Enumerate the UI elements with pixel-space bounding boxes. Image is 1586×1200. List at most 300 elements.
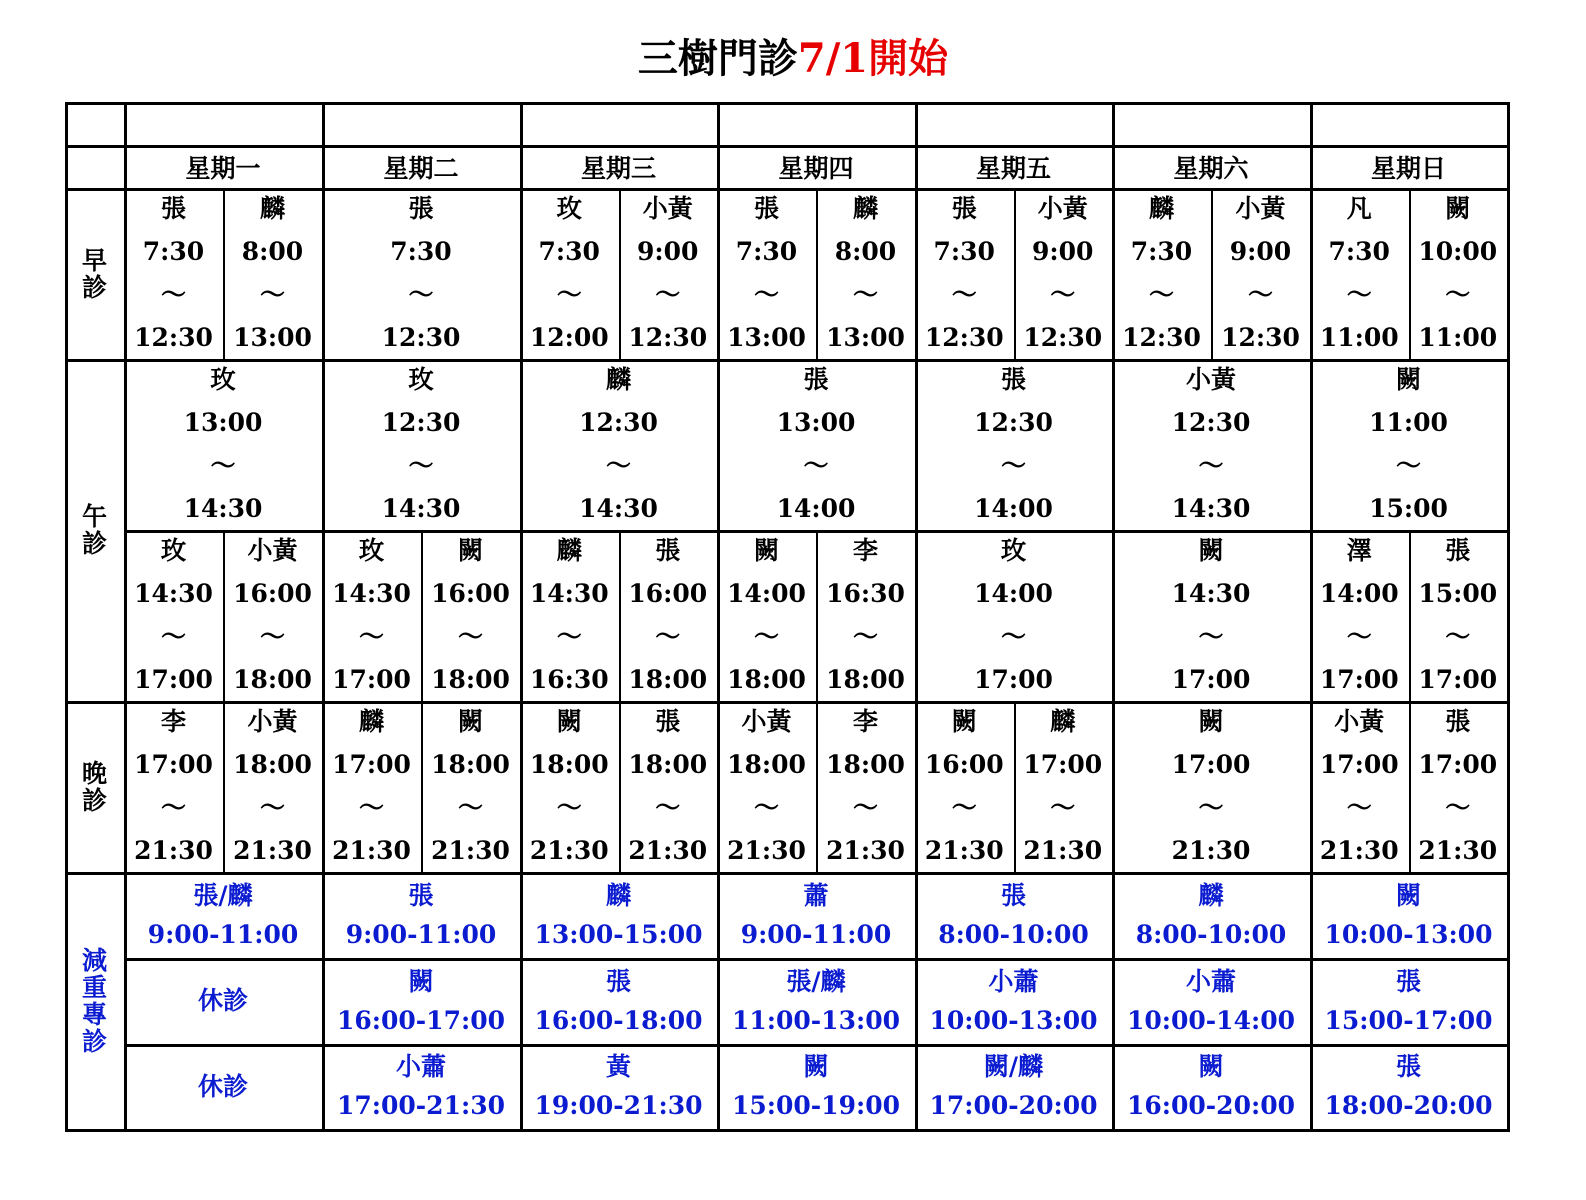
start-time: 17:00 <box>1171 750 1251 779</box>
end-time: 17:00 <box>134 665 213 694</box>
time-range: 18:00-20:00 <box>1324 1090 1493 1120</box>
weight-loss-cell <box>322 1044 520 1129</box>
schedule-cell <box>520 530 619 701</box>
end-time: 11:00 <box>1319 323 1399 352</box>
doctor-name: 張 <box>1000 880 1026 910</box>
doctor-name: 小蕭 <box>1185 966 1236 996</box>
doctor-name: 張/麟 <box>193 880 253 910</box>
session-label-char: 早 <box>81 245 107 275</box>
doctor-name: 闕 <box>1198 1052 1224 1082</box>
start-time: 17:00 <box>1023 750 1103 779</box>
end-time: 21:30 <box>332 836 411 865</box>
start-time: 15:00 <box>1418 579 1498 608</box>
schedule-cell <box>520 359 717 530</box>
start-time: 14:30 <box>529 579 609 608</box>
weight-loss-cell <box>124 1044 322 1129</box>
tilde: ～ <box>1445 793 1471 822</box>
start-time: 7:30 <box>142 237 205 266</box>
schedule-cell <box>619 701 718 872</box>
end-time: 18:00 <box>826 665 905 694</box>
end-time: 21:30 <box>1418 836 1498 865</box>
day-header: 星期一 <box>185 153 261 183</box>
schedule-cell <box>915 530 1112 701</box>
end-time: 13:00 <box>727 323 806 352</box>
doctor-name: 玫 <box>160 536 186 565</box>
schedule-cell <box>915 188 1014 359</box>
doctor-name: 澤 <box>1346 536 1372 565</box>
time-range: 10:00-13:00 <box>1324 919 1493 949</box>
schedule-cell <box>915 701 1014 872</box>
weight-loss-cell <box>1112 872 1310 958</box>
tilde: ～ <box>753 793 779 822</box>
doctor-name: 麟 <box>259 194 285 223</box>
end-time: 21:30 <box>826 836 905 865</box>
tilde: ～ <box>1445 280 1471 309</box>
doctor-name: 玫 <box>210 365 236 394</box>
tilde: ～ <box>1247 280 1273 309</box>
end-time: 12:30 <box>1221 323 1300 352</box>
tilde: ～ <box>951 280 977 309</box>
schedule-cell <box>1409 188 1508 359</box>
doctor-name: 小黃 <box>642 194 693 223</box>
schedule-cell <box>520 701 619 872</box>
tilde: ～ <box>358 793 384 822</box>
time-range: 8:00-10:00 <box>1135 919 1287 949</box>
end-time: 12:30 <box>628 323 708 352</box>
tilde: ～ <box>160 280 186 309</box>
day-header: 星期三 <box>580 153 656 183</box>
start-time: 16:30 <box>826 579 905 608</box>
day-header: 星期六 <box>1173 153 1249 183</box>
start-time: 7:30 <box>1130 237 1193 266</box>
time-range: 19:00-21:30 <box>534 1090 703 1120</box>
start-time: 14:00 <box>974 579 1053 608</box>
tilde: ～ <box>1000 622 1026 651</box>
tilde: ～ <box>259 622 285 651</box>
weight-loss-cell <box>1310 958 1507 1044</box>
doctor-name: 闕 <box>556 707 582 736</box>
day-header: 星期日 <box>1370 153 1446 183</box>
day-header: 星期五 <box>975 153 1051 183</box>
closed-label: 休診 <box>197 986 248 1015</box>
start-time: 9:00 <box>637 237 699 266</box>
doctor-name: 玫 <box>358 536 384 565</box>
end-time: 15:00 <box>1369 494 1448 523</box>
weight-loss-cell <box>915 1044 1112 1129</box>
end-time: 12:00 <box>529 323 609 352</box>
session-label-morning <box>65 188 124 359</box>
end-time: 21:30 <box>1171 836 1251 865</box>
doctor-name: 小黃 <box>1235 194 1286 223</box>
weight-loss-cell <box>322 872 520 958</box>
session-label-char: 專 <box>81 999 107 1029</box>
end-time: 16:30 <box>529 665 609 694</box>
start-time: 18:00 <box>628 750 708 779</box>
tilde: ～ <box>160 622 186 651</box>
weight-loss-cell <box>717 1044 915 1129</box>
tilde: ～ <box>1445 622 1471 651</box>
schedule-cell <box>1409 701 1508 872</box>
schedule-cell <box>1310 359 1507 530</box>
end-time: 17:00 <box>974 665 1053 694</box>
tilde: ～ <box>358 622 384 651</box>
start-time: 16:00 <box>431 579 510 608</box>
time-range: 13:00-15:00 <box>534 919 703 949</box>
title-highlight: 7/1開始 <box>797 35 949 82</box>
doctor-name: 闕 <box>1198 536 1224 565</box>
time-range: 11:00-13:00 <box>732 1005 900 1035</box>
end-time: 21:30 <box>134 836 213 865</box>
end-time: 11:00 <box>1418 323 1498 352</box>
end-time: 18:00 <box>727 665 806 694</box>
tilde: ～ <box>1346 793 1372 822</box>
schedule-cell <box>223 530 322 701</box>
doctor-name: 李 <box>852 707 878 736</box>
start-time: 14:30 <box>332 579 411 608</box>
time-range: 10:00-14:00 <box>1127 1005 1295 1035</box>
weight-loss-cell <box>1310 1044 1507 1129</box>
start-time: 7:30 <box>933 237 995 266</box>
start-time: 13:00 <box>183 408 263 437</box>
doctor-name: 張 <box>605 966 631 996</box>
closed-label: 休診 <box>197 1071 248 1101</box>
tilde: ～ <box>1148 280 1174 309</box>
end-time: 14:00 <box>974 494 1053 523</box>
tilde: ～ <box>753 280 779 309</box>
start-time: 9:00 <box>1229 237 1292 266</box>
session-label-char: 減 <box>81 945 107 975</box>
start-time: 14:00 <box>727 579 806 608</box>
schedule-cell <box>322 701 421 872</box>
tilde: ～ <box>259 280 285 309</box>
start-time: 17:00 <box>134 750 213 779</box>
schedule-cell <box>322 188 520 359</box>
start-time: 17:00 <box>332 750 411 779</box>
start-time: 11:00 <box>1369 408 1448 437</box>
session-label-char: 午 <box>81 502 107 531</box>
time-range: 9:00-11:00 <box>345 919 497 949</box>
end-time: 21:30 <box>727 836 806 865</box>
tilde: ～ <box>556 622 582 651</box>
doctor-name: 張 <box>1445 536 1471 565</box>
start-time: 12:30 <box>974 408 1053 437</box>
end-time: 12:30 <box>1023 323 1103 352</box>
doctor-name: 闕 <box>753 536 779 565</box>
end-time: 14:00 <box>776 494 856 523</box>
end-time: 17:00 <box>332 665 411 694</box>
tilde: ～ <box>1000 451 1026 480</box>
tilde: ～ <box>753 622 779 651</box>
schedule-cell <box>816 530 915 701</box>
doctor-name: 張/麟 <box>786 966 846 996</box>
schedule-cell <box>915 359 1112 530</box>
title-main: 三樹門診 <box>637 35 798 82</box>
schedule-cell <box>421 530 520 701</box>
end-time: 18:00 <box>431 665 510 694</box>
tilde: ～ <box>556 793 582 822</box>
doctor-name: 闕 <box>1395 365 1421 394</box>
doctor-name: 麟 <box>605 365 631 394</box>
tilde: ～ <box>259 793 285 822</box>
end-time: 18:00 <box>233 665 312 694</box>
weight-loss-cell <box>717 872 915 958</box>
end-time: 21:30 <box>1023 836 1103 865</box>
doctor-name: 小黃 <box>247 707 298 736</box>
time-range: 16:00-18:00 <box>534 1005 703 1035</box>
schedule-cell <box>717 701 816 872</box>
start-time: 17:00 <box>1418 750 1498 779</box>
schedule-cell <box>124 359 322 530</box>
tilde: ～ <box>852 793 878 822</box>
schedule-cell <box>520 188 619 359</box>
session-label-char: 診 <box>81 529 107 558</box>
day-header: 星期四 <box>778 153 854 183</box>
schedule-cell <box>421 701 520 872</box>
end-time: 17:00 <box>1418 665 1498 694</box>
doctor-name: 張 <box>1445 707 1471 736</box>
doctor-name: 小黃 <box>1185 365 1236 394</box>
schedule-cell <box>223 701 322 872</box>
start-time: 8:00 <box>834 237 897 266</box>
doctor-name: 玫 <box>556 194 582 223</box>
time-range: 9:00-11:00 <box>147 919 299 949</box>
doctor-name: 張 <box>160 194 186 223</box>
start-time: 12:30 <box>1171 408 1251 437</box>
weight-loss-cell <box>1112 1044 1310 1129</box>
schedule-cell <box>1014 188 1113 359</box>
doctor-name: 李 <box>160 707 186 736</box>
weight-loss-cell <box>124 958 322 1044</box>
time-range: 15:00-17:00 <box>1324 1005 1493 1035</box>
start-time: 16:00 <box>924 750 1004 779</box>
end-time: 21:30 <box>628 836 708 865</box>
tilde: ～ <box>852 622 878 651</box>
doctor-name: 闕 <box>951 707 977 736</box>
doctor-name: 張 <box>753 194 779 223</box>
start-time: 7:30 <box>1328 237 1390 266</box>
doctor-name: 張 <box>408 194 434 223</box>
doctor-name: 小黃 <box>247 536 298 565</box>
schedule-cell <box>223 188 322 359</box>
doctor-name: 闕 <box>408 966 434 996</box>
tilde: ～ <box>1050 280 1076 309</box>
session-label-char: 晚 <box>81 758 107 788</box>
doctor-name: 小蕭 <box>395 1052 446 1082</box>
time-range: 8:00-10:00 <box>938 919 1089 949</box>
doctor-name: 玫 <box>1000 536 1026 565</box>
table-border-top <box>65 102 1510 105</box>
tilde: ～ <box>1050 793 1076 822</box>
start-time: 18:00 <box>727 750 806 779</box>
doctor-name: 小黃 <box>1334 707 1385 736</box>
doctor-name: 闕 <box>1445 194 1471 223</box>
doctor-name: 麟 <box>1148 194 1174 223</box>
weight-loss-cell <box>1310 872 1507 958</box>
tilde: ～ <box>1198 793 1224 822</box>
doctor-name: 小黃 <box>741 707 792 736</box>
time-range: 9:00-11:00 <box>740 919 892 949</box>
start-time: 17:00 <box>1319 750 1399 779</box>
doctor-name: 小蕭 <box>988 966 1039 996</box>
tilde: ～ <box>556 280 582 309</box>
tilde: ～ <box>655 793 681 822</box>
weight-loss-cell <box>520 958 717 1044</box>
start-time: 12:30 <box>381 408 461 437</box>
session-label-char: 診 <box>81 785 107 815</box>
schedule-cell <box>816 701 915 872</box>
start-time: 14:30 <box>1171 579 1251 608</box>
start-time: 9:00 <box>1032 237 1094 266</box>
doctor-name: 麟 <box>605 880 631 910</box>
time-range: 15:00-19:00 <box>732 1090 900 1120</box>
doctor-name: 張 <box>655 707 681 736</box>
end-time: 13:00 <box>826 323 905 352</box>
start-time: 18:00 <box>529 750 609 779</box>
end-time: 13:00 <box>233 323 312 352</box>
end-time: 14:30 <box>1171 494 1251 523</box>
schedule-cell <box>322 359 520 530</box>
schedule-cell <box>816 188 915 359</box>
schedule-cell <box>619 530 718 701</box>
doctor-name: 麟 <box>556 536 582 565</box>
end-time: 12:30 <box>924 323 1004 352</box>
time-range: 16:00-17:00 <box>337 1005 505 1035</box>
schedule-cell <box>1310 530 1409 701</box>
doctor-name: 玫 <box>408 365 434 394</box>
page-title <box>0 34 1586 84</box>
weight-loss-cell <box>520 1044 717 1129</box>
tilde: ～ <box>951 793 977 822</box>
weight-loss-cell <box>915 872 1112 958</box>
schedule-cell <box>124 701 223 872</box>
doctor-name: 張 <box>408 880 434 910</box>
schedule-cell <box>1112 530 1310 701</box>
tilde: ～ <box>408 280 434 309</box>
doctor-name: 闕 <box>457 707 483 736</box>
end-time: 21:30 <box>233 836 312 865</box>
weight-loss-cell <box>124 872 322 958</box>
end-time: 12:30 <box>1122 323 1201 352</box>
start-time: 7:30 <box>390 237 452 266</box>
table-border-right <box>1507 102 1510 1132</box>
doctor-name: 張 <box>1395 1052 1421 1082</box>
end-time: 12:30 <box>381 323 461 352</box>
tilde: ～ <box>605 451 631 480</box>
schedule-cell <box>1211 188 1310 359</box>
schedule-cell <box>124 530 223 701</box>
tilde: ～ <box>655 622 681 651</box>
tilde: ～ <box>655 280 681 309</box>
schedule-cell <box>619 188 718 359</box>
tilde: ～ <box>457 793 483 822</box>
session-label-weight <box>65 872 124 1129</box>
start-time: 18:00 <box>826 750 905 779</box>
tilde: ～ <box>852 280 878 309</box>
start-time: 8:00 <box>241 237 304 266</box>
time-range: 17:00-21:30 <box>337 1090 505 1120</box>
doctor-name: 張 <box>655 536 681 565</box>
schedule-cell <box>124 188 223 359</box>
doctor-name: 張 <box>1395 966 1421 996</box>
doctor-name: 小黃 <box>1037 194 1088 223</box>
tilde: ～ <box>210 451 236 480</box>
doctor-name: 闕/麟 <box>983 1052 1044 1082</box>
end-time: 21:30 <box>529 836 609 865</box>
start-time: 12:30 <box>579 408 658 437</box>
weight-loss-cell <box>520 872 717 958</box>
day-header: 星期二 <box>383 153 459 183</box>
tilde: ～ <box>408 451 434 480</box>
doctor-name: 張 <box>1000 365 1026 394</box>
time-range: 10:00-13:00 <box>929 1005 1098 1035</box>
weight-loss-cell <box>1112 958 1310 1044</box>
session-label-noon <box>65 359 124 701</box>
time-range: 17:00-20:00 <box>929 1090 1098 1120</box>
start-time: 14:30 <box>134 579 213 608</box>
schedule-cell <box>1112 701 1310 872</box>
schedule-cell <box>1112 359 1310 530</box>
doctor-name: 張 <box>803 365 829 394</box>
tilde: ～ <box>1198 451 1224 480</box>
schedule-cell <box>1310 701 1409 872</box>
end-time: 21:30 <box>924 836 1004 865</box>
schedule-cell <box>717 530 816 701</box>
tilde: ～ <box>1395 451 1421 480</box>
weight-loss-cell <box>322 958 520 1044</box>
end-time: 17:00 <box>1171 665 1251 694</box>
tilde: ～ <box>803 451 829 480</box>
tilde: ～ <box>1346 622 1372 651</box>
start-time: 7:30 <box>735 237 798 266</box>
start-time: 14:00 <box>1319 579 1399 608</box>
doctor-name: 黃 <box>605 1052 631 1082</box>
session-label-evening <box>65 701 124 872</box>
end-time: 12:30 <box>134 323 213 352</box>
schedule-cell <box>322 530 421 701</box>
time-range: 16:00-20:00 <box>1127 1090 1295 1120</box>
end-time: 18:00 <box>628 665 708 694</box>
doctor-name: 闕 <box>1395 880 1421 910</box>
start-time: 10:00 <box>1418 237 1498 266</box>
start-time: 16:00 <box>628 579 708 608</box>
end-time: 14:30 <box>579 494 658 523</box>
start-time: 18:00 <box>431 750 510 779</box>
weight-loss-cell <box>915 958 1112 1044</box>
doctor-name: 李 <box>852 536 878 565</box>
doctor-name: 麟 <box>1198 880 1224 910</box>
start-time: 18:00 <box>233 750 312 779</box>
tilde: ～ <box>160 793 186 822</box>
session-label-char: 重 <box>81 972 107 1002</box>
start-time: 7:30 <box>538 237 600 266</box>
doctor-name: 張 <box>951 194 977 223</box>
doctor-name: 闕 <box>1198 707 1224 736</box>
start-time: 16:00 <box>233 579 312 608</box>
tilde: ～ <box>1346 280 1372 309</box>
weight-loss-cell <box>717 958 915 1044</box>
end-time: 21:30 <box>1319 836 1399 865</box>
doctor-name: 闕 <box>457 536 483 565</box>
doctor-name: 闕 <box>803 1052 829 1082</box>
table-border-bottom <box>65 1129 1510 1132</box>
tilde: ～ <box>457 622 483 651</box>
end-time: 17:00 <box>1319 665 1399 694</box>
schedule-cell <box>717 188 816 359</box>
start-time: 13:00 <box>776 408 856 437</box>
doctor-name: 麟 <box>852 194 878 223</box>
doctor-name: 麟 <box>358 707 384 736</box>
doctor-name: 麟 <box>1050 707 1076 736</box>
